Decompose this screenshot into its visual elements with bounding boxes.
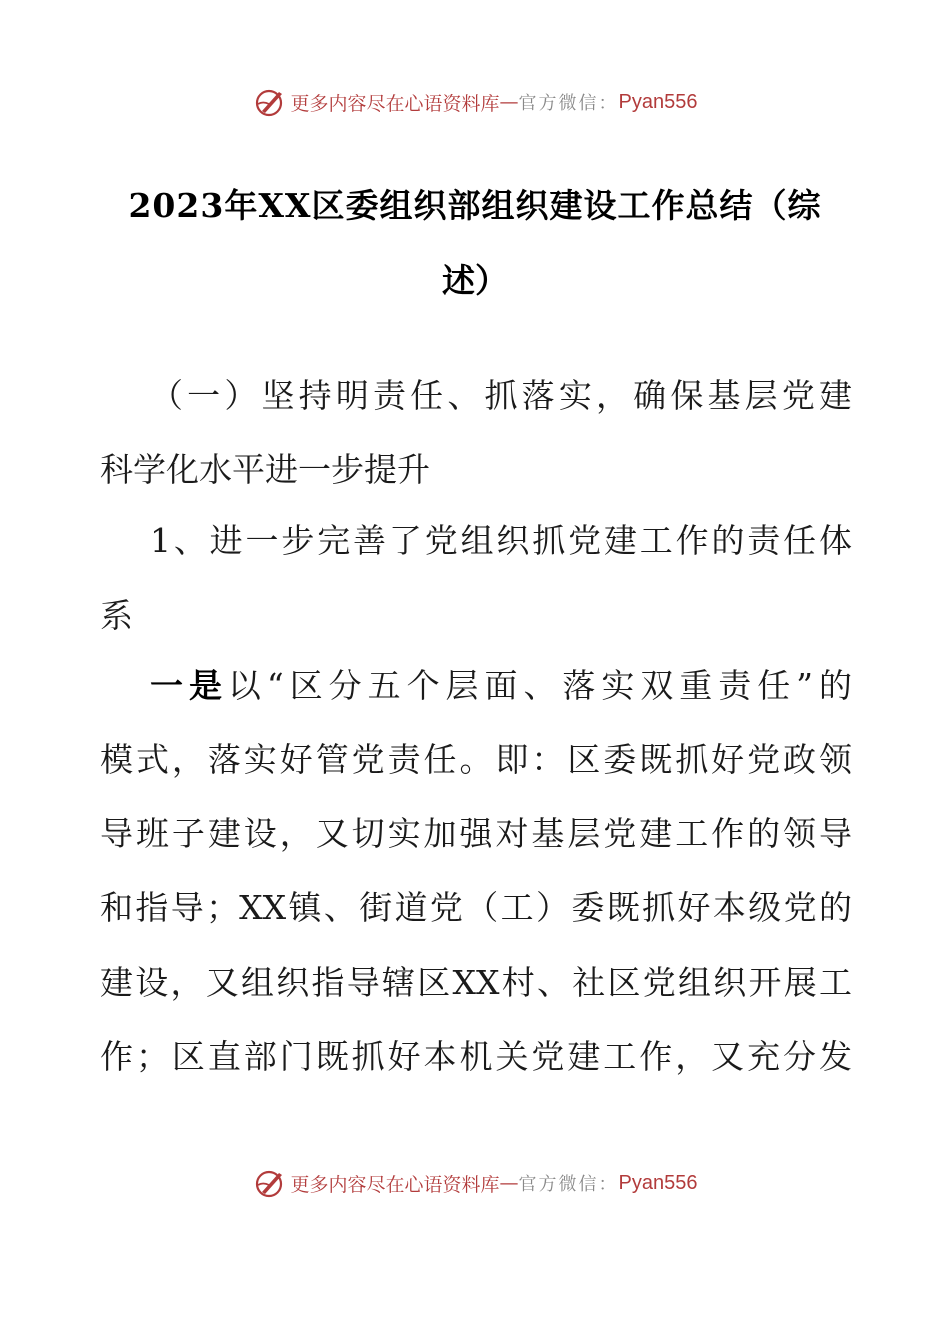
watermark-text: 更多内容尽在心语资料库 [290, 1173, 500, 1196]
paragraph-line-1 [150, 666, 852, 706]
paragraph-lead-rest: 以“区分五个层面、落实双重责任”的 [227, 666, 852, 705]
document-title-line-2: 述） [442, 261, 508, 300]
section-heading-line-1: （一）坚持明责任、抓落实，确保基层党建 [150, 376, 852, 415]
header-watermark [0, 82, 950, 122]
paragraph-line-5: 建设，又组织指导辖区XX村、社区党组织开展工 [100, 963, 852, 1002]
paragraph-line-6: 作；区直部门既抓好本机关党建工作，又充分发 [100, 1037, 852, 1076]
paragraph-line-2: 模式，落实好管党责任。即：区委既抓好党政领 [100, 740, 852, 779]
footer-watermark [0, 1163, 950, 1203]
watermark-text: 更多内容尽在心语资料库 [290, 92, 500, 115]
item-heading-line-2: 系 [100, 596, 133, 635]
watermark-label: 官方微信： [518, 1174, 619, 1195]
paragraph-line-3: 导班子建设，又切实加强对基层党建工作的领导 [100, 814, 852, 853]
watermark-separator: — [499, 1172, 519, 1194]
item-heading-line-1: 1、进一步完善了党组织抓党建工作的责任体 [150, 521, 852, 560]
watermark-id: Pyan556 [618, 90, 698, 113]
paragraph-lead-bold: 一是 [150, 666, 228, 705]
paragraph-line-4: 和指导；XX镇、街道党（工）委既抓好本级党的 [100, 888, 852, 927]
watermark-id: Pyan556 [618, 1171, 698, 1194]
quill-logo-icon [253, 85, 287, 119]
watermark-label: 官方微信： [518, 93, 619, 114]
watermark-separator: — [499, 91, 519, 113]
document-title-line-1: 2023年XX区委组织部组织建设工作总结（综 [128, 186, 822, 225]
quill-logo-icon [253, 1166, 287, 1200]
section-heading-line-2: 科学化水平进一步提升 [100, 450, 430, 489]
